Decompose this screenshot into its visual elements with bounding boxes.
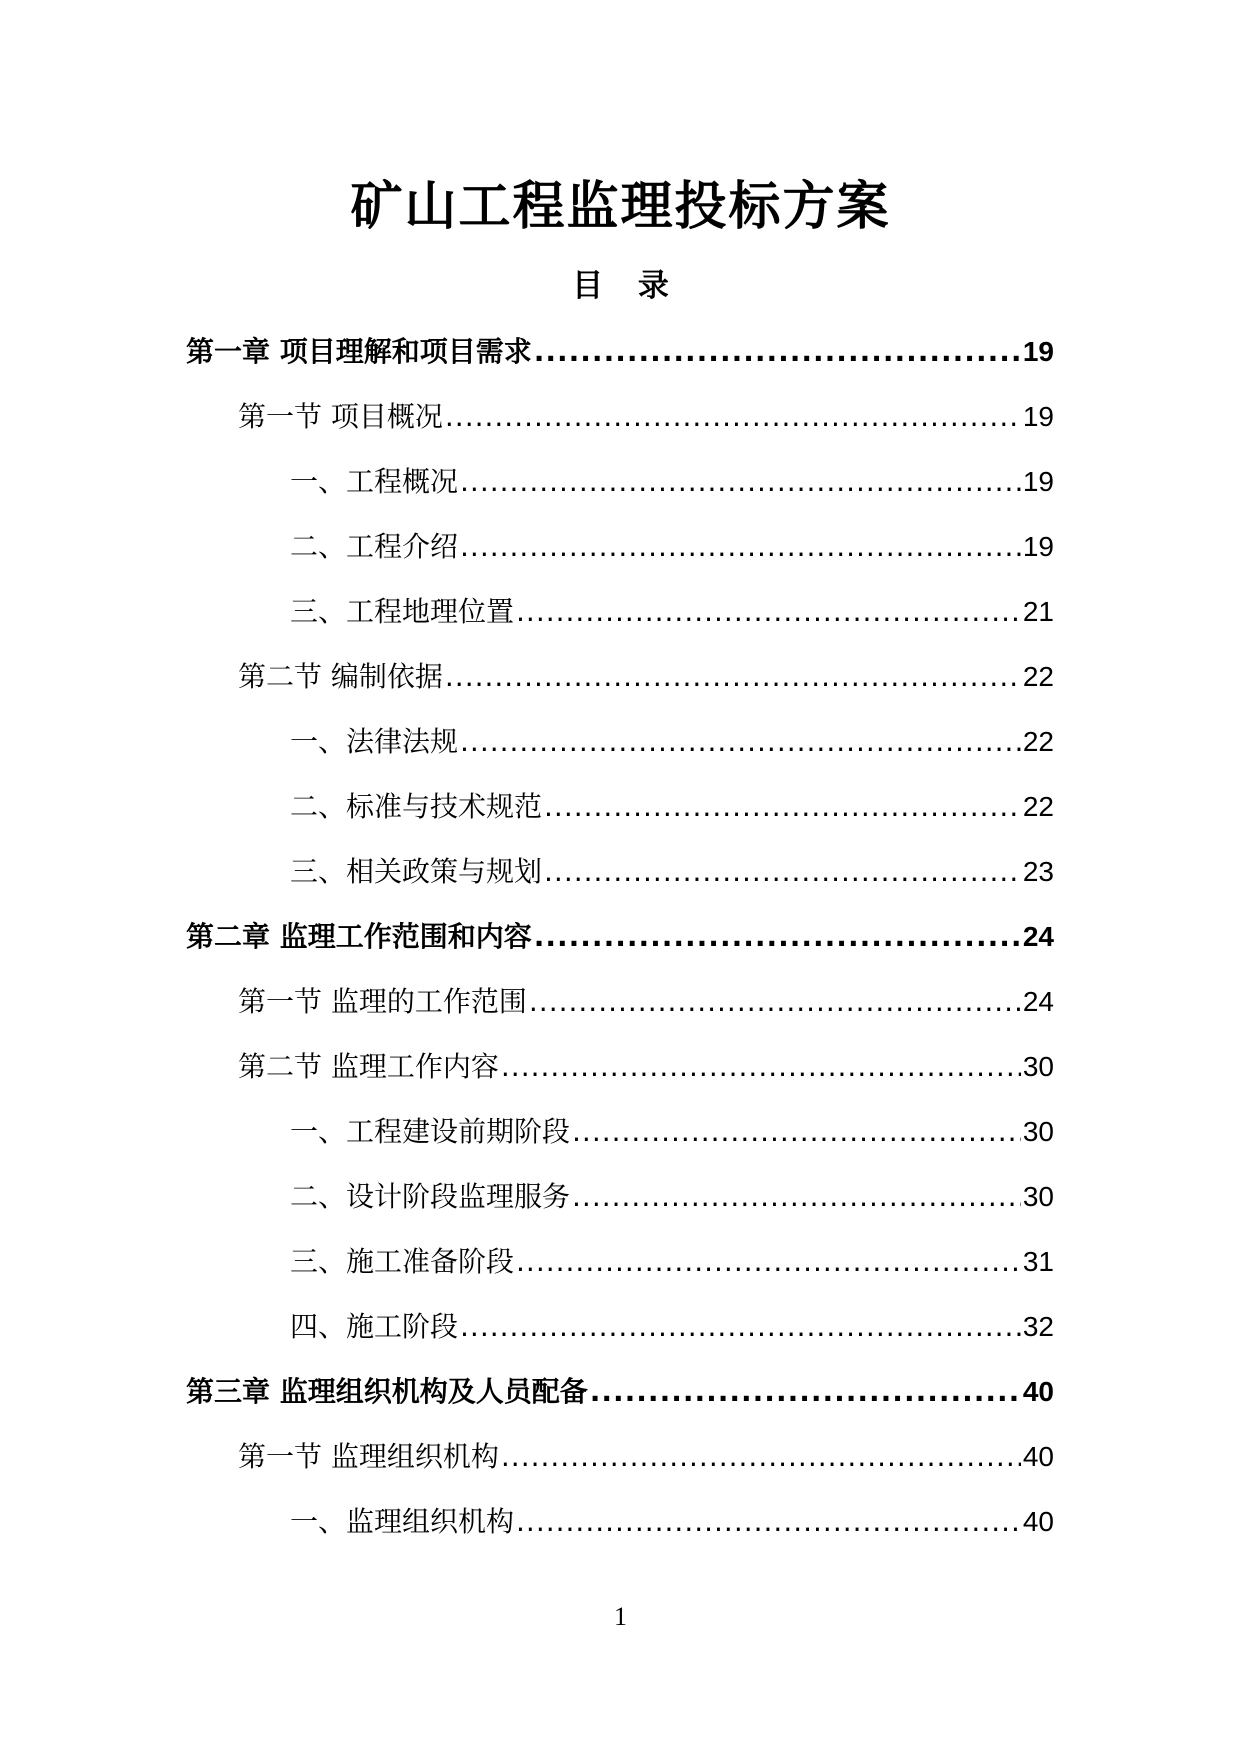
toc-entry-label: 第二节 监理工作内容: [238, 1050, 499, 1083]
toc-entry-page-number: 22: [1022, 726, 1054, 757]
toc-entry-page-number: 24: [1022, 986, 1054, 1017]
toc-entry-label: 第二章 监理工作范围和内容: [186, 920, 532, 953]
toc-dot-leader: [460, 465, 1021, 498]
page-number: 1: [614, 1602, 627, 1631]
toc-entry-page-number: 23: [1022, 856, 1054, 887]
toc-entry-label: 第一章 项目理解和项目需求: [186, 335, 532, 368]
toc-entry-label: 四、施工阶段: [290, 1310, 459, 1343]
toc-entry-label: 第一节 监理组织机构: [238, 1440, 499, 1473]
toc-entry-page-number: 19: [1022, 531, 1054, 562]
toc-entry-level-3[interactable]: [186, 525, 1054, 590]
toc-dot-leader: [460, 1310, 1021, 1343]
toc-dot-leader: [501, 1440, 1021, 1473]
toc-entry-level-3[interactable]: [186, 720, 1054, 785]
toc-entry-label: 三、施工准备阶段: [290, 1245, 515, 1278]
toc-entry-label: 二、设计阶段监理服务: [290, 1180, 571, 1213]
table-of-contents: [186, 330, 1054, 1565]
toc-dot-leader: [516, 1245, 1021, 1278]
toc-dot-leader: [544, 790, 1021, 823]
toc-entry-level-2[interactable]: [186, 655, 1054, 720]
toc-entry-page-number: 31: [1022, 1246, 1054, 1277]
toc-entry-page-number: 22: [1022, 791, 1054, 822]
toc-entry-level-3[interactable]: [186, 1305, 1054, 1370]
toc-entry-page-number: 24: [1022, 921, 1054, 952]
toc-dot-leader: [590, 1375, 1021, 1408]
document-title: 矿山工程监理投标方案: [350, 177, 891, 237]
toc-entry-level-2[interactable]: [186, 1435, 1054, 1500]
toc-dot-leader: [516, 1505, 1021, 1538]
toc-entry-label: 一、法律法规: [290, 725, 459, 758]
toc-entry-page-number: 30: [1022, 1116, 1054, 1147]
toc-entry-label: 第二节 编制依据: [238, 660, 443, 693]
toc-entry-page-number: 40: [1022, 1376, 1054, 1407]
toc-entry-level-2[interactable]: [186, 980, 1054, 1045]
toc-entry-page-number: 22: [1022, 661, 1054, 692]
toc-entry-level-2[interactable]: [186, 395, 1054, 460]
toc-entry-label: 二、标准与技术规范: [290, 790, 543, 823]
toc-entry-level-3[interactable]: [186, 460, 1054, 525]
toc-entry-page-number: 19: [1022, 336, 1054, 367]
toc-entry-label: 第三章 监理组织机构及人员配备: [186, 1375, 588, 1408]
toc-entry-label: 二、工程介绍: [290, 530, 459, 563]
toc-entry-page-number: 19: [1022, 401, 1054, 432]
toc-entry-level-3[interactable]: [186, 1500, 1054, 1565]
toc-entry-label: 一、工程概况: [290, 465, 459, 498]
toc-entry-level-3[interactable]: [186, 850, 1054, 915]
toc-entry-level-1[interactable]: [186, 330, 1054, 395]
toc-entry-level-3[interactable]: [186, 785, 1054, 850]
toc-entry-page-number: 32: [1022, 1311, 1054, 1342]
toc-dot-leader: [516, 595, 1021, 628]
toc-entry-page-number: 30: [1022, 1051, 1054, 1082]
toc-entry-page-number: 40: [1022, 1506, 1054, 1537]
toc-dot-leader: [572, 1180, 1021, 1213]
toc-dot-leader: [445, 660, 1021, 693]
toc-entry-label: 第一节 项目概况: [238, 400, 443, 433]
toc-dot-leader: [529, 985, 1021, 1018]
toc-entry-level-3[interactable]: [186, 1240, 1054, 1305]
toc-entry-level-2[interactable]: [186, 1045, 1054, 1110]
toc-entry-page-number: 21: [1022, 596, 1054, 627]
toc-entry-level-1[interactable]: [186, 1370, 1054, 1435]
toc-dot-leader: [534, 335, 1021, 368]
toc-entry-label: 一、工程建设前期阶段: [290, 1115, 571, 1148]
toc-heading: 目 录: [572, 268, 681, 304]
toc-entry-page-number: 30: [1022, 1181, 1054, 1212]
toc-entry-level-3[interactable]: [186, 1175, 1054, 1240]
toc-dot-leader: [534, 920, 1021, 953]
toc-entry-label: 三、工程地理位置: [290, 595, 515, 628]
toc-entry-level-3[interactable]: [186, 1110, 1054, 1175]
toc-dot-leader: [460, 725, 1021, 758]
toc-dot-leader: [445, 400, 1021, 433]
toc-entry-page-number: 19: [1022, 466, 1054, 497]
toc-entry-label: 三、相关政策与规划: [290, 855, 543, 888]
toc-entry-label: 第一节 监理的工作范围: [238, 985, 527, 1018]
toc-dot-leader: [460, 530, 1021, 563]
toc-entry-label: 一、监理组织机构: [290, 1505, 515, 1538]
toc-entry-page-number: 40: [1022, 1441, 1054, 1472]
toc-dot-leader: [572, 1115, 1021, 1148]
toc-entry-level-1[interactable]: [186, 915, 1054, 980]
toc-dot-leader: [501, 1050, 1021, 1083]
toc-entry-level-3[interactable]: [186, 590, 1054, 655]
toc-dot-leader: [544, 855, 1021, 888]
